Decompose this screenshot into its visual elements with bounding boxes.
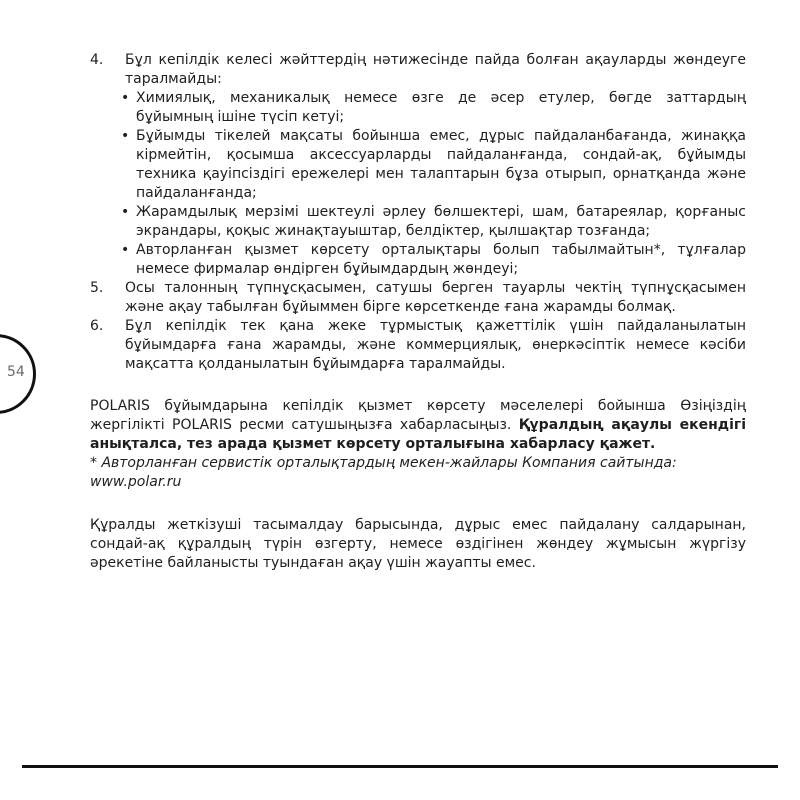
bullet-item: • Авторланған қызмет көрсету орталықтары болып табылмайтын*, тұлғалар немесе фирмалар өндірген бұйымдардың жөндеуі; — [119, 241, 746, 279]
list-item-5 — [90, 279, 746, 317]
page-number: 54 — [7, 364, 25, 380]
list-item-text: Бұл кепілдік келесі жәйттердің нәтижесінде пайда болған ақауларды жөндеуге таралмайды: — [125, 52, 746, 87]
disclaimer-paragraph: Құралды жеткізуші тасымалдау барысында, дұрыс емес пайдалану салдарынан, сондай-ақ құралдың түрін өзгерту, немесе өздігінен жөндеу жұмысын жүргізу әрекетіне байланысты туындаған ақау үшін жауапты емес. — [90, 517, 746, 571]
contact-emphasis: Құралдың ақаулы екендігі анықталса, тез арада қызмет көрсету орталығына хабарласу қажет. — [90, 417, 746, 452]
list-item-number: 5. — [90, 280, 104, 296]
contact-paragraph — [90, 397, 746, 454]
list-item-number: 4. — [90, 52, 104, 68]
bullet-item: • Жарамдылық мерзімі шектеулі әрлеу бөлшектері, шам, батареялар, қорғаныс экрандары, қоқыс жинақтауыштар, белдіктер, қылшақтар тозғанда; — [119, 203, 746, 241]
contact-text: POLARIS бұйымдарына кепілдік қызмет көрсету мәселелері бойынша Өзіңіздің жергілікті POLARIS ресми сатушыңызға хабарласыңыз. — [90, 398, 746, 433]
list-item-4 — [90, 51, 746, 89]
service-centers-note: * Авторланған сервистік орталықтардың мекен-жайлары Компания сайтында: www.polar.ru — [90, 455, 677, 490]
list-item-text: Бұл кепілдік тек қана жеке тұрмыстық қажеттілік үшін пайдаланылатын бұйымдарға ғана жарамды, және коммерциялық, өнеркәсіптік немесе кәсіби мақсатта қолданылатын бұйымдарға таралмайды. — [125, 318, 746, 372]
bottom-divider — [22, 765, 778, 768]
bullet-item: • Химиялық, механикалық немесе өзге де әсер етулер, бөгде заттардың бұйымның ішіне түсіп кетуі; — [119, 89, 746, 127]
list-item-text: Осы талонның түпнұсқасымен, сатушы берген тауарлы чектің түпнұсқасымен және ақау табылған бұйыммен бірге көрсеткенде ғана жарамды болмақ. — [125, 280, 746, 315]
bullet-item: • Бұйымды тікелей мақсаты бойынша емес, дұрыс пайдаланбағанда, жинаққа кірмейтін, қосымша аксессуарларды пайдаланғанда, сондай-ақ, бұйымды техника қауіпсіздігі ережелері мен талаптарын бұза отырып, орнатқанда және пайдаланғанда; — [119, 127, 746, 203]
list-item-number: 6. — [90, 318, 104, 334]
warranty-text — [90, 51, 746, 573]
exclusions-list — [90, 89, 746, 279]
list-item-6 — [90, 317, 746, 374]
